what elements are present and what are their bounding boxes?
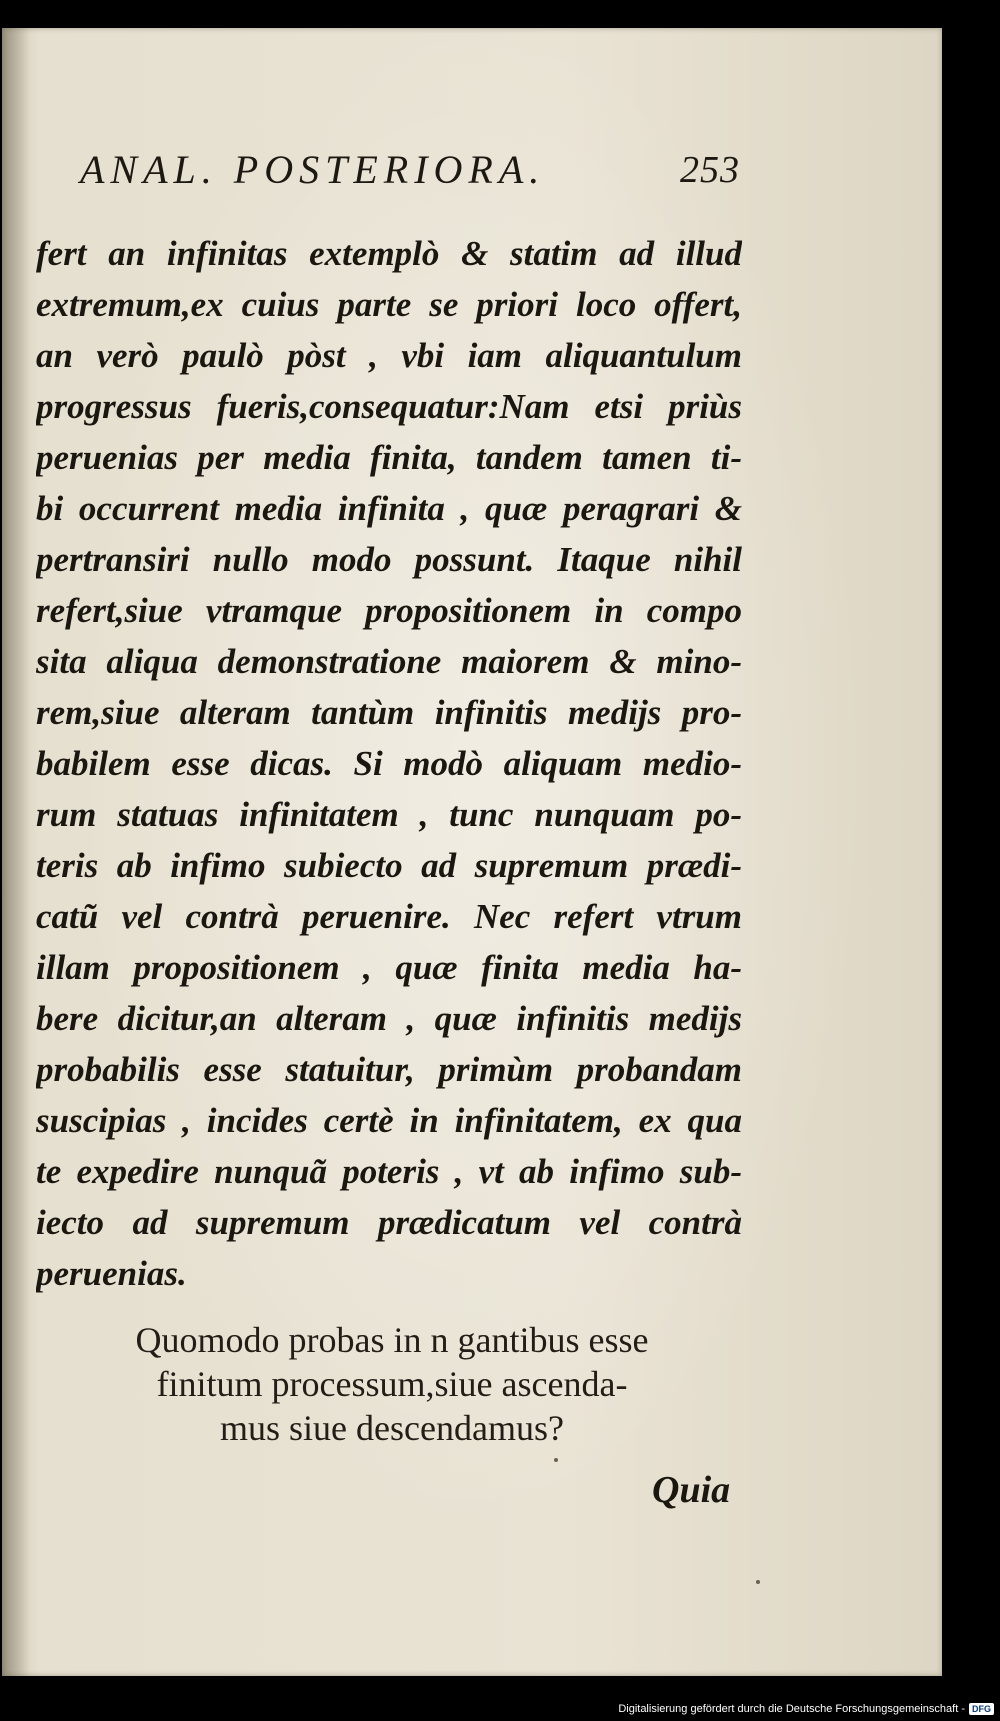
running-head: ANAL. POSTERIORA. [80, 147, 546, 192]
text-line: pertransiri nullo modo possunt. Itaque nihil [36, 540, 742, 579]
text-line: fert an infinitas extemplò & statim ad illud [36, 234, 742, 273]
paper-speck [554, 1458, 558, 1462]
text-line: refert,siue vtramque propositionem in compo [36, 591, 742, 630]
text-line: rum statuas infinitatem , tunc nunquam po- [36, 795, 742, 834]
text-line: bi occurrent media infinita , quæ peragrari & [36, 489, 742, 528]
text-line: iecto ad supremum prædicatum vel contrà [36, 1203, 742, 1242]
text-line: extremum,ex cuius parte se priori loco offert, [36, 285, 742, 324]
book-page [2, 28, 942, 1676]
text-line: suscipias , incides certè in infinitatem, ex qua [36, 1101, 742, 1140]
text-line: te expedire nunquã poteris , vt ab infimo sub- [36, 1152, 742, 1191]
text-line: an verò paulò pòst , vbi iam aliquantulum [36, 336, 742, 375]
page-header [80, 146, 740, 206]
text-line: sita aliqua demonstratione maiorem & mino- [36, 642, 742, 681]
text-line: probabilis esse statuitur, primùm probandam [36, 1050, 742, 1089]
text-line: peruenias. [36, 1254, 187, 1293]
digitization-credit [618, 1703, 994, 1715]
credit-text: Digitalisierung gefördert durch die Deutsche Forschungsgemeinschaft - [618, 1703, 965, 1715]
gutter-shadow [2, 28, 30, 1676]
dfg-logo: DFG [969, 1703, 994, 1715]
text-line: illam propositionem , quæ finita media ha- [36, 948, 742, 987]
section-heading [62, 1318, 722, 1450]
heading-line: mus siue descendamus? [220, 1408, 564, 1448]
body-text [36, 228, 742, 1299]
text-line: peruenias per media finita, tandem tamen ti- [36, 438, 742, 477]
text-line: catũ vel contrà peruenire. Nec refert vtrum [36, 897, 742, 936]
text-line: babilem esse dicas. Si modò aliquam medio- [36, 744, 742, 783]
page-number: 253 [680, 149, 740, 191]
heading-line: Quomodo probas in n gantibus esse [135, 1320, 649, 1360]
text-line: bere dicitur,an alteram , quæ infinitis medijs [36, 999, 742, 1038]
text-line: teris ab infimo subiecto ad supremum prædi- [36, 846, 742, 885]
heading-line: finitum processum,siue ascenda- [156, 1364, 628, 1404]
paper-speck [756, 1580, 760, 1584]
text-line: progressus fueris,consequatur:Nam etsi priùs [36, 387, 742, 426]
text-line: rem,siue alteram tantùm infinitis medijs pro- [36, 693, 742, 732]
catchword: Quia [652, 1469, 731, 1511]
